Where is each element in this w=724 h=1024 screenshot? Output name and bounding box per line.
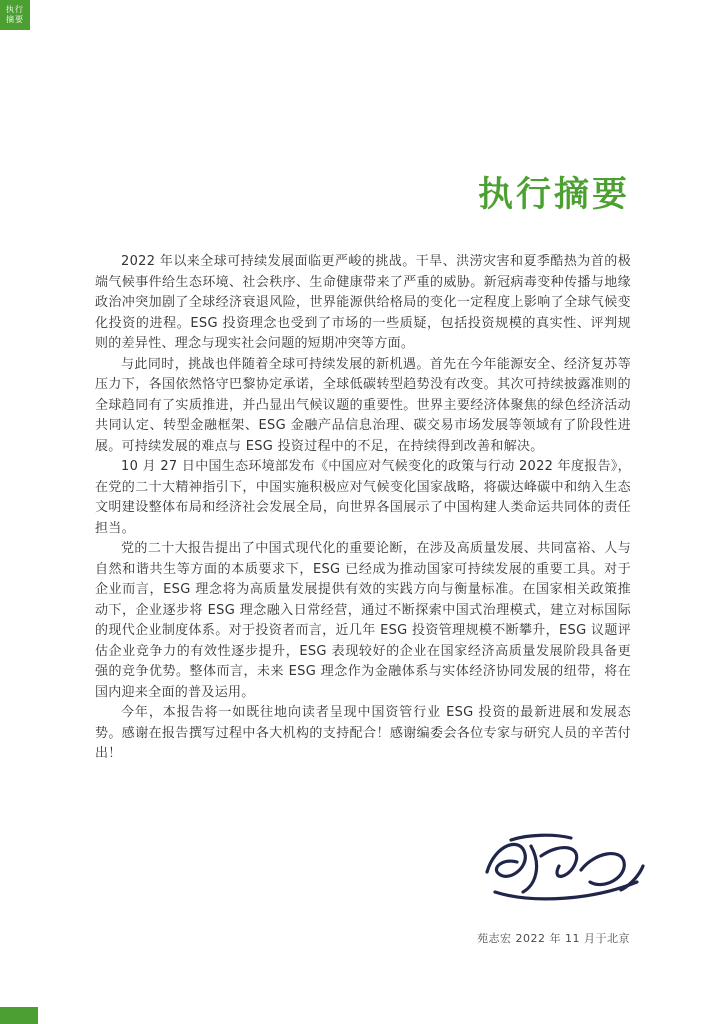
body-text	[95, 252, 631, 765]
signature-handwriting	[471, 826, 656, 910]
paragraph: 与此同时，挑战也伴随着全球可持续发展的新机遇。首先在今年能源安全、经济复苏等压力下，各国依然恪守巴黎协定承诺，全球低碳转型趋势没有改变。其次可持续披露准则的全球趋同有了实质推进，并凸显出气候议题的重要性。世界主要经济体聚焦的绿色经济活动共同认定、转型金融框架、ESG 金融产品信息治理、碳交易市场发展等领域有了阶段性进展。可持续发展的难点与 ESG 投资过程中的不足，在持续得到改善和解决。	[95, 356, 631, 454]
corner-tab	[0, 0, 30, 30]
corner-tab-line2: 摘要	[6, 15, 24, 24]
signature-scribble-icon	[471, 826, 656, 910]
corner-tab-line1: 执行	[6, 5, 24, 14]
paragraph: 2022 年以来全球可持续发展面临更严峻的挑战。干旱、洪涝灾害和夏季酷热为首的极端气候事件给生态环境、社会秩序、生命健康带来了严重的威胁。新冠病毒变种传播与地缘政治冲突加剧了全球经济衰退风险，世界能源供给格局的变化一定程度上影响了全球气候变化投资的进程。ESG 投资理念也受到了市场的一些质疑，包括投资规模的真实性、评判规则的差异性、理念与现实社会问题的短期冲突等方面。	[95, 254, 631, 351]
corner-mark-bottom	[0, 1007, 38, 1024]
page-title: 执行摘要	[477, 175, 630, 216]
paragraph: 党的二十大报告提出了中国式现代化的重要论断，在涉及高质量发展、共同富裕、人与自然和谐共生等方面的本质要求下，ESG 已经成为推动国家可持续发展的重要工具。对于企业而言，ESG 理念将为高质量发展提供有效的实践方向与衡量标准。在国家相关政策推动下，企业逐步将 ESG 理念融入日常经营，通过不断探索中国式治理模式，建立对标国际的现代企业制度体系。对于投资者而言，近几年 ESG 投资管理规模不断攀升，ESG 议题评估企业竞争力的有效性逐步提升，ESG 表现较好的企业在国家经济高质量发展阶段具备更强的竞争优势。整体而言，未来 ESG 理念作为金融体系与实体经济协同发展的纽带，将在国内迎来全面的普及运用。	[95, 541, 631, 700]
paragraph: 今年，本报告将一如既往地向读者呈现中国资管行业 ESG 投资的最新进展和发展态势。感谢在报告撰写过程中各大机构的支持配合！感谢编委会各位专家与研究人员的辛苦付出！	[95, 705, 631, 761]
paragraph: 10 月 27 日中国生态环境部发布《中国应对气候变化的政策与行动 2022 年度报告》，在党的二十大精神指引下，中国实施积极应对气候变化国家战略，将碳达峰碳中和纳入生态文明建设整体布局和经济社会发展全局，向世界各国展示了中国构建人类命运共同体的责任担当。	[95, 459, 631, 536]
signature-byline: 苑志宏 2022 年 11 月于北京	[477, 932, 630, 945]
